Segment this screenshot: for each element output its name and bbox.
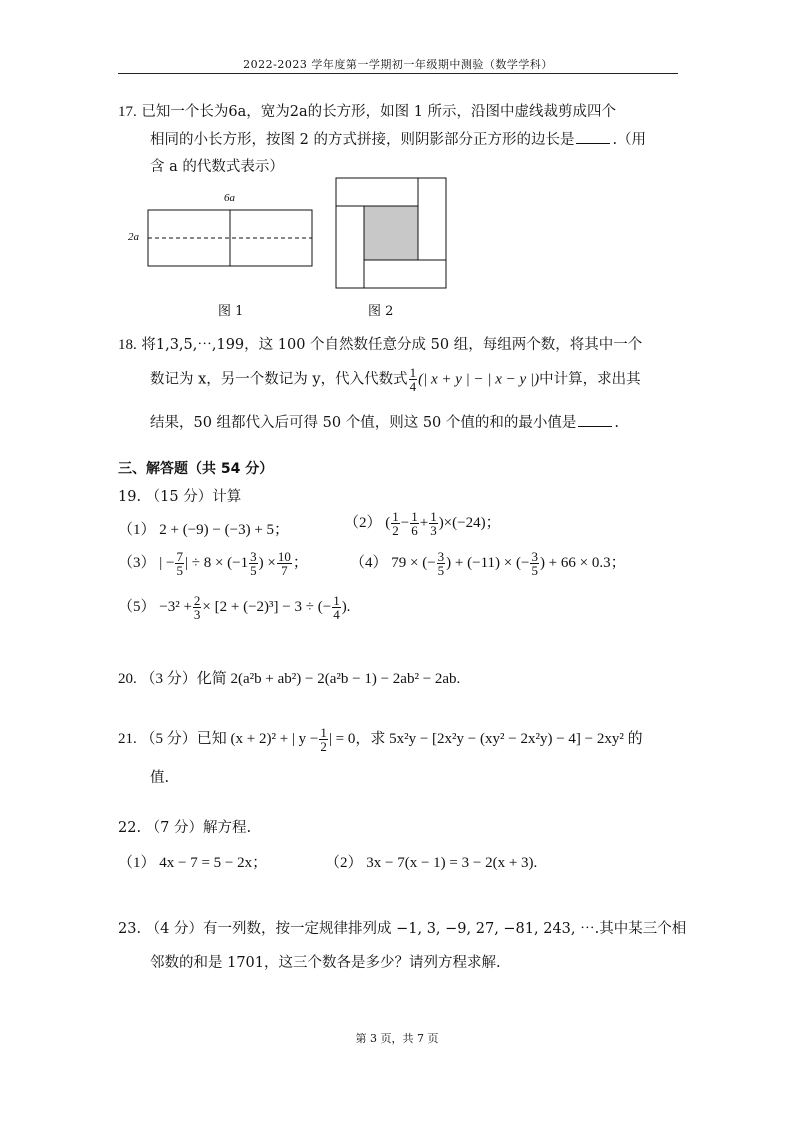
q19-p3-post: ； (292, 554, 308, 571)
fig1-side-label: 2a (128, 231, 139, 243)
q21-frac-den: 2 (320, 739, 327, 754)
q23-line1: 23. （4 分）有一列数，按一定规律排列成 −1, 3, −9, 27, −81, 243, ⋯.其中某三个相 (118, 921, 687, 937)
page-header: 2022-2023 学年度第一学期初一年级期中测验（数学学科） (243, 58, 553, 71)
fig1-top-label: 6a (224, 192, 235, 204)
q19-part1: （1） 2 + (−9) − (−3) + 5； (118, 522, 290, 538)
q19-p5-post: ). (341, 598, 351, 615)
q19-p5-f1-den: 3 (193, 607, 201, 622)
q18-expression: (| x + y | − | x − y |) (418, 371, 540, 388)
q17-text-line2: 相同的小长方形，按图 2 的方式拼接，则阴影部分正方形的边长是 (150, 132, 575, 148)
q19-p2-f2-num: 1 (411, 509, 418, 524)
q19-p4-f2-den: 5 (531, 563, 538, 578)
q19-p5-mid: × [2 + (−2)³] − 3 ÷ (− (202, 598, 332, 615)
q19-p3-f3-den: 7 (281, 563, 288, 578)
q19-p5-frac1 (193, 594, 202, 621)
q20-text: 20. （3 分）化简 2(a²b + ab²) − 2(a²b − 1) − 2ab² − 2ab. (118, 671, 461, 687)
q18-fraction (409, 366, 418, 393)
q19-p5-f2-den: 4 (333, 607, 340, 622)
q21-line2: 值. (150, 770, 170, 786)
q19-p5-pre: （5） −3² + (118, 598, 192, 615)
q21-line1 (118, 726, 643, 753)
q18-text-line1: 将1,3,5,⋯,199，这 100 个自然数任意分成 50 组，每组两个数，将其中一个 (141, 337, 643, 353)
q19-p4-mid: ) + (−11) × (− (446, 554, 530, 571)
q18-text-line3-post: . (614, 415, 620, 431)
q19-p3-mid2: ) × (258, 554, 276, 571)
q18-text-line3: 结果，50 组都代入后可得 50 个值，则这 50 个值的和的最小值是 (150, 415, 577, 431)
q19-p4-frac2 (530, 550, 539, 577)
figure-2 (330, 176, 450, 319)
q17-line2 (150, 128, 646, 149)
q22-part1: （1） 4x − 7 = 5 − 2x； (118, 855, 268, 871)
q19-p3-f2-den: 5 (250, 563, 257, 578)
q19-p2-f3-num: 1 (430, 509, 437, 524)
q22-title: 22. （7 分）解方程. (118, 820, 252, 836)
q21-frac-num: 1 (320, 725, 327, 740)
q18-frac-num: 1 (409, 365, 417, 380)
q18-frac-den: 4 (409, 379, 417, 394)
q19-p4-post: ) + 66 × 0.3； (539, 554, 626, 571)
q19-p5-frac2 (332, 594, 341, 621)
q19-title: 19. （15 分）计算 (118, 489, 242, 505)
q21-line1-pre: 21. （5 分）已知 (x + 2)² + | y − (118, 730, 319, 747)
q19-p2-f2-den: 6 (411, 523, 418, 538)
q21-line1-post: | = 0，求 5x²y − [2x²y − (xy² − 2x²y) − 4] − 2xy² 的 (328, 730, 643, 747)
q17-number: 17. (118, 104, 137, 120)
q17-line1 (118, 100, 616, 121)
q19-p3-frac2 (249, 550, 258, 577)
q19-p2-post: )×(−24)； (438, 514, 501, 531)
q19-p2-f3-den: 3 (430, 523, 437, 538)
q19-p5-f2-num: 1 (333, 593, 340, 608)
q19-p2-frac1 (391, 510, 400, 537)
q19-p2-frac2 (410, 510, 419, 537)
q18-answer-blank[interactable] (578, 414, 612, 427)
q19-p4-f2-num: 3 (531, 549, 538, 564)
q19-p3-f1-num: 7 (176, 549, 183, 564)
q19-p3-f3-num: 10 (277, 549, 291, 564)
fig1-caption: 图 1 (218, 304, 244, 319)
q18-line1 (118, 333, 642, 354)
q19-p4-pre: （4） 79 × (− (350, 554, 436, 571)
q18-text-line2-pre: 数记为 x，另一个数记为 y，代入代数式 (150, 371, 408, 388)
q18-text-line2-post: 中计算，求出其 (539, 371, 641, 388)
q19-p3-frac3 (277, 550, 292, 577)
q19-part3 (118, 550, 308, 577)
q17-text-line2-post: .（用 (612, 132, 647, 148)
q19-part5 (118, 594, 350, 621)
header-divider (118, 73, 678, 74)
q19-part4 (350, 550, 626, 577)
q19-p2-pre: （2） ( (344, 514, 391, 531)
q19-p3-mid: | ÷ 8 × (−1 (184, 554, 249, 571)
q19-p3-f2-num: 3 (250, 549, 257, 564)
fig2-caption: 图 2 (368, 304, 394, 319)
q19-part2: （2） ( $\frac{1}{2}$ − $\frac{1}{6}$ + $\frac{1}{3}$ )×(−24)； (344, 509, 501, 538)
figure-1-diagram (120, 186, 320, 314)
section-3-title: 三、解答题（共 54 分） (118, 461, 274, 477)
q18-number: 18. (118, 337, 137, 353)
q18-line2 (150, 366, 641, 393)
q22-part2: （2） 3x − 7(x − 1) = 3 − 2(x + 3). (325, 855, 538, 871)
q17-answer-blank[interactable] (576, 131, 610, 144)
fig2-shaded-square (364, 206, 418, 260)
q19-p3-f1-den: 5 (176, 563, 183, 578)
q19-p2-frac3 (429, 510, 438, 537)
figure-1 (120, 186, 320, 319)
q19-p5-f1-num: 2 (193, 593, 201, 608)
q19-p2-f1-num: 1 (392, 509, 399, 524)
q21-fraction (319, 726, 328, 753)
q23-line2: 邻数的和是 1701，这三个数各是多少？请列方程求解. (150, 955, 501, 971)
q19-p3-frac1 (175, 550, 184, 577)
q19-p3-pre: （3） | − (118, 554, 175, 571)
q19-p4-f1-den: 5 (437, 563, 445, 578)
q17-line3: 含 a 的代数式表示） (150, 159, 284, 175)
q19-p2-f1-den: 2 (392, 523, 399, 538)
q19-p4-frac1 (437, 550, 446, 577)
page-footer: 第 3 页，共 7 页 (355, 1032, 439, 1045)
q19-p4-f1-num: 3 (437, 549, 445, 564)
q18-line3 (150, 411, 619, 432)
figure-2-diagram (330, 176, 450, 291)
q17-text-line1: 已知一个长为6a，宽为2a的长方形，如图 1 所示，沿图中虚线裁剪成四个 (141, 104, 617, 120)
